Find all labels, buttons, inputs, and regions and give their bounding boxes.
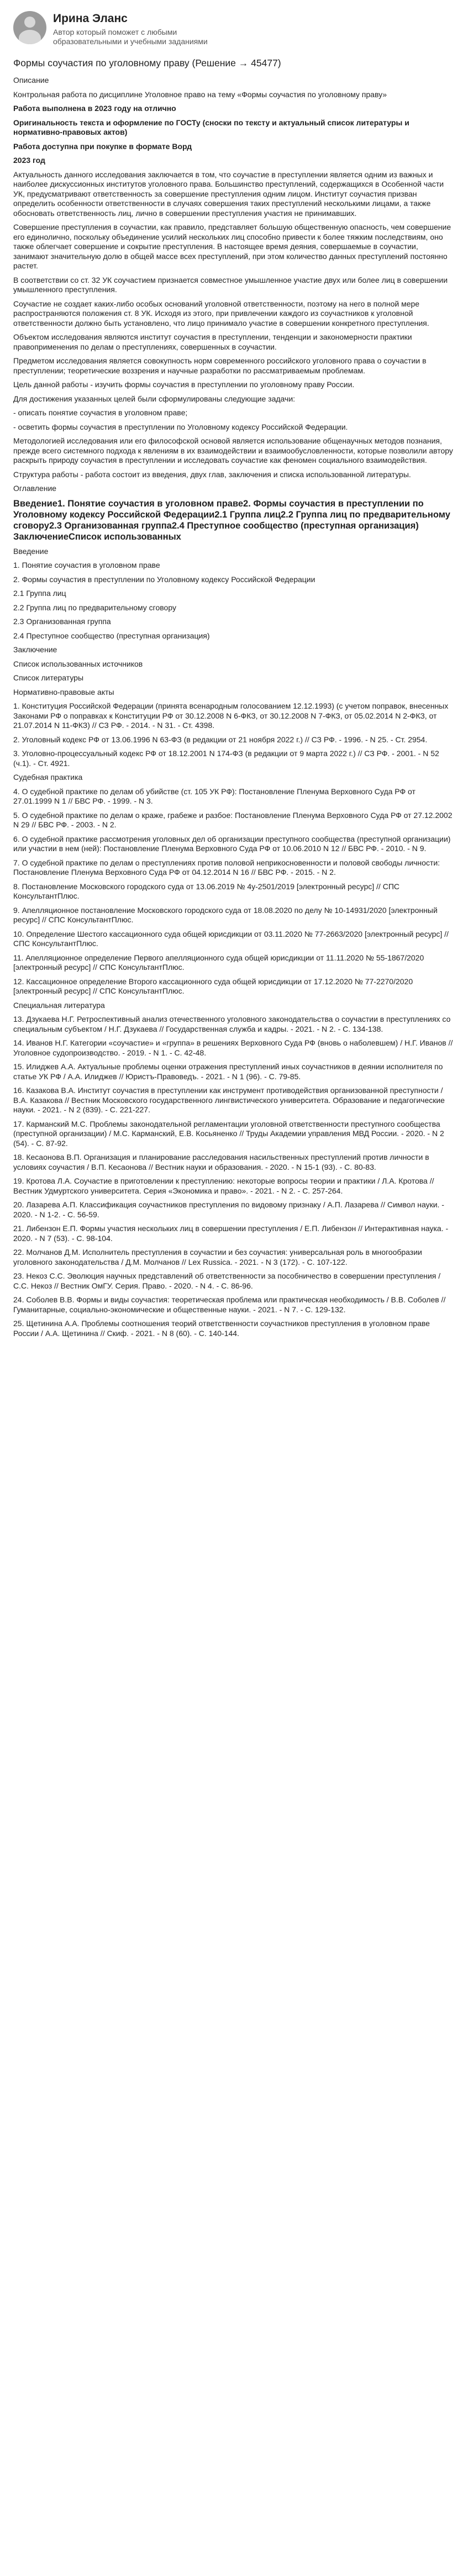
paragraph: Актуальность данного исследования заключается в том, что соучастие в преступлении является одним из важных и наиболее дискуссионных институтов уголовного права. Большинство преступлений, содержащихся в Особенной части УК, предусматривают ответственность за совершение преступления одним лицом. Институт соучастия призван определить особенности ответственности в случаях совершения таких преступлений несколькими лицами, а также обосновать ответственность лиц, лично в совершении преступления участия не принимавших.: [13, 170, 444, 218]
highlight: Работа выполнена в 2023 году на отлично: [13, 104, 176, 113]
reference-item: 15. Илиджев А.А. Актуальные проблемы оценки отражения преступлений иных соучастников в деянии исполнителя по статье УК РФ / А.А. Илиджев // Юристъ-Правоведъ. - 2021. - N 1 (96). - С. 79-85.: [13, 1062, 443, 1081]
description-text: Контрольная работа по дисциплине Уголовное право на тему «Формы соучастия по уголовному праву»: [13, 89, 387, 99]
intro-section: [13, 170, 455, 480]
toc-item: 2.3 Организованная группа: [13, 617, 111, 626]
paragraph: - описать понятие соучастия в уголовном праве;: [13, 408, 188, 417]
toc-list: [13, 547, 455, 698]
highlights: [13, 104, 455, 166]
page-title: Формы соучастия по уголовному праву (Решение → 45477): [13, 57, 281, 68]
toc-item: 2. Формы соучастия в преступлении по Уголовному кодексу Российской Федерации: [13, 574, 315, 584]
reference-item: 11. Апелляционное определение Первого апелляционного суда общей юрисдикции от 11.11.2020 № 55-1867/2020 [электронный ресурс] // СПС КонсультантПлюс.: [13, 953, 424, 972]
reference-item: 1. Конституция Российской Федерации (принята всенародным голосованием 12.12.1993) (с учетом поправок, внесенных Законами РФ о поправках к Конституции РФ от 30.12.2008 N 6-ФКЗ, от 30.12.2008 N 7-ФКЗ, от 05.02.2014 N 2-ФКЗ, от 21.07.2014 N 11-ФКЗ) // СЗ РФ. - 2014. - N 31. - Ст. 4398.: [13, 701, 449, 730]
reference-item: 18. Кесаонова В.П. Организация и планирование расследования насильственных преступлений против личности в условиях соучастия / В.П. Кесаонова // Вестник науки и образования. - 2020. - N 15-1 (93). - С. 80-83.: [13, 1153, 429, 1171]
toc-item: 2.2 Группа лиц по предварительному сговору: [13, 603, 176, 612]
description-heading: Описание: [13, 76, 49, 85]
toc-item: 2.4 Преступное сообщество (преступная организация): [13, 631, 210, 640]
reference-item: 20. Лазарева А.П. Классификация соучастников преступления по видовому признаку / А.П. Лазарева // Символ науки. - 2020. - N 1-2. - С. 56-59.: [13, 1200, 444, 1219]
toc-item: Список использованных источников: [13, 659, 143, 668]
toc-item: 2.1 Группа лиц: [13, 589, 66, 598]
paragraph: Предметом исследования является совокупность норм современного российского уголовного права о соучастии в преступлении; теоретические воззрения и научные разработки по рассматриваемым проблемам.: [13, 356, 427, 375]
reference-item: 9. Апелляционное постановление Московского городского суда от 18.08.2020 по делу № 10-14931/2020 [электронный ресурс] // СПС КонсультантПлюс.: [13, 905, 438, 924]
reference-item: 12. Кассационное определение Второго кассационного суда общей юрисдикции от 17.12.2020 № 77-2270/2020 [электронный ресурс] // СПС КонсультантПлюс.: [13, 976, 413, 995]
reference-item: 21. Либензон Е.П. Формы участия нескольких лиц в совершении преступления / Е.П. Либензон // Интерактивная наука. - 2020. - N 7 (53). - С. 98-104.: [13, 1224, 449, 1243]
reference-item: 23. Некоз С.С. Эволюция научных представлений об ответственности за пособничество в совершении преступления / С.С. Некоз // Вестник ОмГУ. Серия. Право. - 2020. - N 4. - С. 86-96.: [13, 1271, 441, 1290]
paragraph: Методологией исследования или его философской основой является использование общенаучных методов познания, прежде всего системного подхода к явлениям в их взаимодействии и взаимообусловленности, которые позволили автору раскрыть природу соучастия в преступлении и исследовать соучастие как феномен социального взаимодействия.: [13, 436, 453, 464]
paragraph: В соответствии со ст. 32 УК соучастием признается совместное умышленное участие двух или более лиц в совершении умышленного преступления.: [13, 275, 448, 294]
reference-item: 14. Иванов Н.Г. Категории «соучастие» и «группа» в решениях Верховного Суда РФ (вновь о наболевшем) / Н.Г. Иванов // Уголовное судопроизводство. - 2019. - N 1. - С. 42-48.: [13, 1038, 453, 1057]
practice-list: [13, 787, 455, 996]
toc-heading: Оглавление: [13, 484, 57, 493]
reference-item: 22. Молчанов Д.М. Исполнитель преступления в соучастии и без соучастия: универсальная роль в многообразии уголовного законодательства / Д.М. Молчанов // Lex Russica. - 2021. - N 3 (172). - С. 107-122.: [13, 1248, 422, 1266]
literature-list: [13, 1015, 455, 1338]
toc-item: Заключение: [13, 645, 57, 654]
reference-item: 4. О судебной практике по делам об убийстве (ст. 105 УК РФ): Постановление Пленума Верховного Суда РФ от 27.01.1999 N 1 // БВС РФ. - 1999. - N 3.: [13, 786, 416, 805]
avatar[interactable]: [13, 11, 46, 44]
toc-merged-headline: Введение1. Понятие соучастия в уголовном праве2. Формы соучастия в преступлении по Уголовному кодексу Российской Федерации2.1 Группа лиц2.2 Группа лиц по предварительному сговору2.3 Организованная группа2.4 Преступное сообщество (преступная организация) ЗаключениеСписок использованных: [13, 498, 450, 542]
reference-item: 25. Щетинина А.А. Проблемы соотношения теорий ответственности соучастников преступления в уголовном праве России / А.А. Щетинина // Скиф. - 2021. - N 8 (60). - С. 140-144.: [13, 1319, 430, 1338]
highlight: Оригинальность текста и оформление по ГОСТу (сноски по тексту и актуальный список литературы и нормативно-правовых актов): [13, 118, 409, 136]
reference-item: 19. Кротова Л.А. Соучастие в приготовлении к преступлению: некоторые вопросы теории и практики / Л.А. Кротова // Вестник Удмуртского университета. Серия «Экономика и право». - 2021. - N 2. - С. 257-264.: [13, 1176, 434, 1195]
reference-item: 6. О судебной практике рассмотрения уголовных дел об организации преступного сообщества (преступной организации) или участии в нем (ней): Постановление Пленума Верховного Суда РФ от 10.06.2010 N 12 // БВС РФ. - 2010. - N 9.: [13, 834, 451, 853]
practice-heading: Судебная практика: [13, 773, 83, 782]
highlight: Работа доступна при покупке в формате Ворд: [13, 141, 192, 151]
toc-item: Введение: [13, 546, 49, 556]
paragraph: Для достижения указанных целей были сформулированы следующие задачи:: [13, 394, 296, 403]
paragraph: - осветить формы соучастия в преступлении по Уголовному кодексу Российской Федерации.: [13, 422, 348, 431]
reference-item: 10. Определение Шестого кассационного суда общей юрисдикции от 03.11.2020 № 77-2663/2020 [электронный ресурс] // СПС КонсультантПлюс.: [13, 929, 449, 948]
paragraph: Совершение преступления в соучастии, как правило, представляет большую общественную опасность, чем совершение его единолично, поскольку объединение усилий нескольких лиц способно привести к более тяжким последствиям, оно также облегчает совершение и сокрытие преступления. В настоящее время деяния, совершаемые в соучастии, занимают значительную долю в общей массе всех преступлений, при этом количество данных преступлений постоянно растет.: [13, 223, 451, 270]
reference-item: 5. О судебной практике по делам о краже, грабеже и разбое: Постановление Пленума Верховного Суда РФ от 27.12.2002 N 29 // БВС РФ. - 2003. - N 2.: [13, 810, 453, 829]
highlight: 2023 год: [13, 156, 45, 165]
reference-item: 13. Дзукаева Н.Г. Ретроспективный анализ отечественного уголовного законодательства о соучастии в преступлениях со специальным субъектом / Н.Г. Дзукаева // Государственная служба и кадры. - 2021. - N 2. - С. 134-138.: [13, 1015, 451, 1033]
toc-item: Нормативно-правовые акты: [13, 687, 114, 696]
reference-item: 8. Постановление Московского городского суда от 13.06.2019 № 4у-2501/2019 [электронный ресурс] // СПС КонсультантПлюс.: [13, 881, 399, 900]
reference-item: 2. Уголовный кодекс РФ от 13.06.1996 N 63-ФЗ (в редакции от 21 ноября 2022 г.) // СЗ РФ. - 1996. - N 25. - Ст. 2954.: [13, 735, 428, 744]
paragraph: Соучастие не создает каких-либо особых оснований уголовной ответственности, поэтому на него в полной мере распространяются положения ст. 8 УК. Исходя из этого, при привлечении каждого из соучастников к уголовной ответственности должно быть установлено, что лицо принимало участие в совершении конкретного преступления.: [13, 299, 429, 328]
author-description: Автор который поможет с любыми образовательными и учебными заданиями: [53, 28, 208, 46]
reference-item: 16. Казакова В.А. Институт соучастия в преступлении как инструмент противодействия организованной преступности / В.А. Казакова // Вестник Московского государственного лингвистического университета. Образование и педагогические науки. - 2021. - N 2 (839). - С. 221-227.: [13, 1086, 445, 1114]
paragraph: Объектом исследования являются институт соучастия в преступлении, тенденции и закономерности практики правоприменения по делам о преступлениях, совершенных в соучастии.: [13, 332, 412, 351]
author-card[interactable]: [13, 0, 455, 57]
paragraph: Структура работы - работа состоит из введения, двух глав, заключения и списка использованной литературы.: [13, 469, 411, 479]
reference-item: 3. Уголовно-процессуальный кодекс РФ от 18.12.2001 N 174-ФЗ (в редакции от 9 марта 2022 г.) // СЗ РФ. - 2001. - N 52 (ч.1). - Ст. 4921.: [13, 749, 439, 768]
author-info: [53, 11, 219, 46]
normative-list: [13, 701, 455, 768]
reference-item: 24. Соболев В.В. Формы и виды соучастия: теоретическая проблема или практическая необходимость / В.В. Соболев // Гуманитарные, социально-экономические и общественные науки. - 2021. - N 7. - С. 129-132.: [13, 1295, 446, 1314]
toc-item: Список литературы: [13, 673, 84, 682]
toc-item: 1. Понятие соучастия в уголовном праве: [13, 561, 160, 569]
author-name[interactable]: Ирина Эланс: [53, 12, 128, 25]
paragraph: Цель данной работы - изучить формы соучастия в преступлении по уголовному праву России.: [13, 380, 355, 389]
reference-item: 17. Карманский М.С. Проблемы законодательной регламентации уголовной ответственности преступного сообщества (преступной организации) / М.С. Карманский, Е.В. Косьяненко // Труды Академии управления МВД России. - 2020. - N 2 (54). - С. 87-92.: [13, 1119, 444, 1148]
literature-heading: Специальная литература: [13, 1000, 105, 1010]
reference-item: 7. О судебной практике по делам о преступлениях против половой неприкосновенности и половой свободы личности: Постановление Пленума Верховного Суда РФ от 04.12.2014 N 16 // БВС РФ. - 2015. - N 2.: [13, 858, 440, 877]
